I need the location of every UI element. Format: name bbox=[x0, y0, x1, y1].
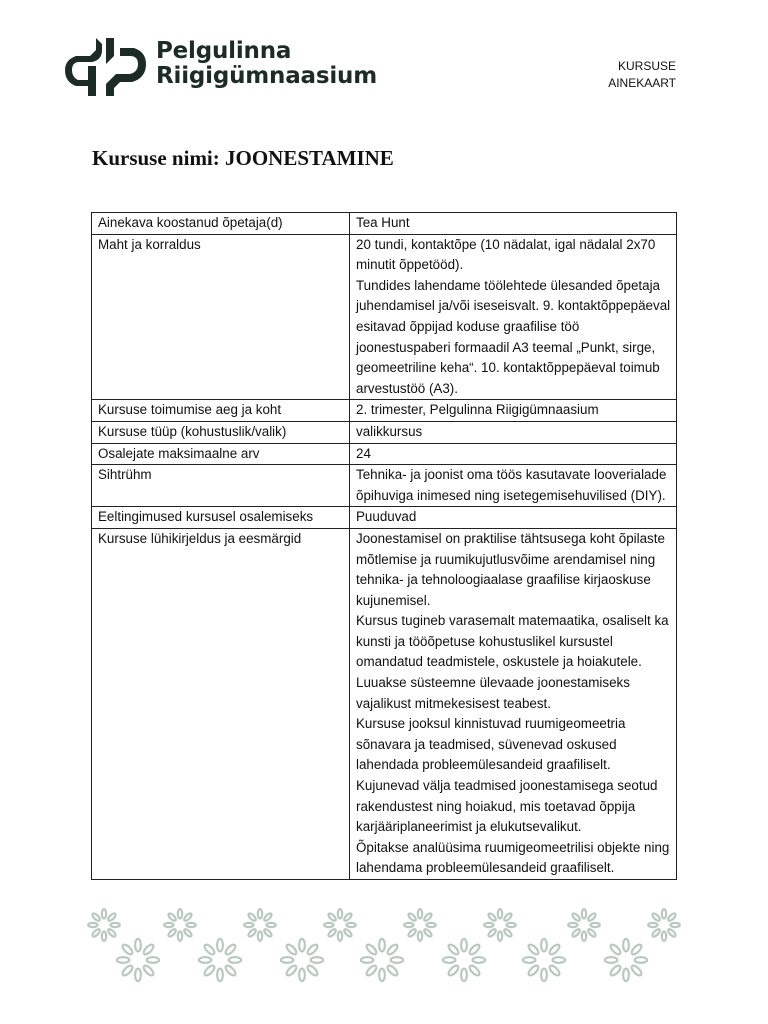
row-value-paragraph: Õpitakse analüüsima ruumigeomeetrilisi objekte ning lahendama probleemülesandeid graafiliselt. bbox=[356, 839, 670, 876]
course-info-table-body bbox=[92, 213, 677, 880]
row-value bbox=[350, 400, 677, 422]
row-label: Eeltingimused kursusel osalemiseks bbox=[92, 507, 350, 529]
table-row bbox=[92, 528, 677, 879]
flower-ornament bbox=[523, 939, 565, 981]
flower-ornament bbox=[324, 909, 356, 941]
row-value-paragraph: Tundides lahendame töölehtede ülesanded õpetaja juhendamisel ja/või iseseisvalt. 9. kontaktõppepäeval esitavad õppijad koduse graafilise töö joonestuspaberi formaadil A3 teemal „Punkt, sirge, geomeetriline keha“. 10. kontaktõppepäeval toimub arvestustöö (A3). bbox=[356, 277, 671, 396]
row-value-paragraph: 24 bbox=[356, 445, 371, 461]
row-value bbox=[350, 528, 677, 879]
course-title: Kursuse nimi: JOONESTAMINE bbox=[92, 146, 394, 170]
flower-ornament bbox=[199, 939, 241, 981]
table-row bbox=[92, 465, 677, 507]
row-value-paragraph: Kujunevad välja teadmised joonestamisega seotud rakendustest ning hoiakud, mis toetavad õppija karjääriplaneerimist ja elukutsevalikut. bbox=[356, 778, 658, 835]
decorative-flower-pattern-icon bbox=[86, 905, 686, 985]
table-row bbox=[92, 400, 677, 422]
flower-ornament bbox=[117, 939, 159, 981]
flower-ornament bbox=[648, 909, 680, 941]
table-row bbox=[92, 507, 677, 529]
table-row bbox=[92, 421, 677, 443]
table-row bbox=[92, 234, 677, 400]
row-value-paragraph: Tea Hunt bbox=[356, 215, 410, 230]
row-value bbox=[350, 234, 677, 400]
row-value-paragraph: Joonestamisel on praktilise tähtsusega koht õpilaste mõtlemise ja ruumikujutlusvõime arendamisel ning tehnika- ja tehnoloogiaalase graafilise kirjaoskuse kujunemisel. bbox=[356, 530, 665, 608]
flower-ornament bbox=[361, 939, 403, 981]
school-name-line2: Riigigümnaasium bbox=[156, 63, 377, 89]
flower-ornament bbox=[404, 909, 436, 941]
document-type-line2: AINEKAART bbox=[608, 76, 676, 90]
table-row bbox=[92, 443, 677, 465]
row-label: Kursuse lühikirjeldus ja eesmärgid bbox=[92, 528, 350, 879]
row-value bbox=[350, 443, 677, 465]
course-info-table bbox=[91, 212, 677, 880]
document-type-line1: KURSUSE bbox=[617, 59, 676, 73]
row-label: Sihtrühm bbox=[92, 465, 350, 507]
row-value-paragraph: 2. trimester, Pelgulinna Riigigümnaasium bbox=[356, 402, 599, 418]
document-type bbox=[608, 58, 676, 92]
row-value-paragraph: Puuduvad bbox=[356, 509, 417, 525]
row-value-paragraph: 20 tundi, kontaktõpe (10 nädalat, igal nädalal 2x70 minutit õppetööd). bbox=[356, 236, 656, 273]
flower-ornament bbox=[605, 939, 647, 981]
row-value bbox=[350, 213, 677, 235]
row-value bbox=[350, 507, 677, 529]
row-value-paragraph: Kursuse jooksul kinnistuvad ruumigeomeetria sõnavara ja teadmised, süvenevad oskused lahendada probleemülesandeid graafiliselt. bbox=[356, 716, 626, 773]
row-label: Osalejate maksimaalne arv bbox=[92, 443, 350, 465]
row-value-paragraph: valikkursus bbox=[356, 423, 423, 439]
row-label: Maht ja korraldus bbox=[92, 234, 350, 400]
school-name bbox=[156, 39, 377, 89]
row-label: Ainekava koostanud õpetaja(d) bbox=[92, 213, 350, 235]
table-row bbox=[92, 213, 677, 235]
page-header bbox=[62, 36, 682, 100]
row-value bbox=[350, 421, 677, 443]
row-label: Kursuse tüüp (kohustuslik/valik) bbox=[92, 421, 350, 443]
school-logo-icon bbox=[62, 36, 148, 98]
flower-ornament bbox=[568, 909, 600, 941]
flower-ornament bbox=[443, 939, 485, 981]
flower-ornament bbox=[244, 909, 276, 941]
flower-ornament bbox=[281, 939, 323, 981]
row-value-paragraph: Kursus tugineb varasemalt matemaatika, osaliselt ka kunsti ja tööõpetuse kohustuslikel kursustel omandatud teadmistele, oskustele ja hoiakutele. Luuakse süsteemne ülevaade joonestamiseks vajalikust mitmekesisest teabest. bbox=[356, 613, 669, 711]
row-value-paragraph: Tehnika- ja joonist oma töös kasutavate looverialade õpihuviga inimesed ning isetegemisehuvilised (DIY). bbox=[356, 467, 667, 503]
flower-ornament bbox=[484, 909, 516, 941]
school-name-line1: Pelgulinna bbox=[156, 38, 292, 64]
flower-ornament bbox=[164, 909, 196, 941]
flower-ornament bbox=[88, 909, 120, 941]
row-value bbox=[350, 465, 677, 507]
row-label: Kursuse toimumise aeg ja koht bbox=[92, 400, 350, 422]
